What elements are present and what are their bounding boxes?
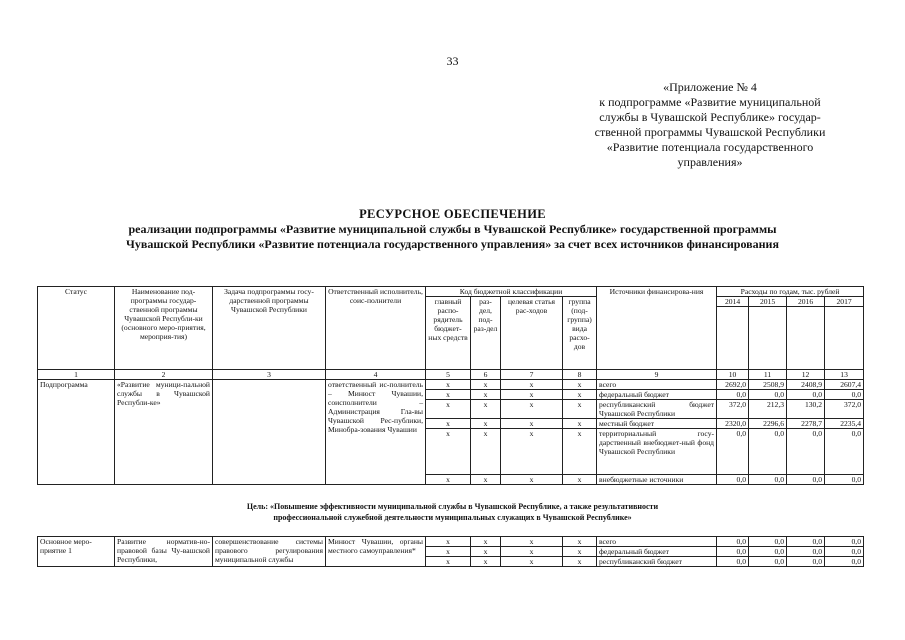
code-cell: x <box>426 475 471 485</box>
col-number: 11 <box>749 370 787 380</box>
col-number: 2 <box>115 370 213 380</box>
value-cell: 212,3 <box>749 400 787 419</box>
value-cell: 0,0 <box>717 537 749 547</box>
value-cell: 0,0 <box>787 557 825 567</box>
column-numbers-row <box>38 370 864 380</box>
source-cell: республиканский бюджет Чувашской Республики <box>597 400 717 419</box>
event-table <box>37 536 864 567</box>
value-cell: 0,0 <box>787 537 825 547</box>
col-number: 10 <box>717 370 749 380</box>
document-title: РЕСУРСНОЕ ОБЕСПЕЧЕНИЕ <box>359 207 546 221</box>
code-cell: x <box>563 429 597 475</box>
source-cell: федеральный бюджет <box>597 390 717 400</box>
header-year: 2015 <box>749 297 787 307</box>
row-name: Развитие норматив-но-правовой базы Чу-вашской Республики, <box>115 537 213 567</box>
goal-line: профессиональной служебной деятельности муниципальных служащих в Чувашской Республике» <box>273 513 632 522</box>
code-cell: x <box>471 419 501 429</box>
subtitle-line: Чувашской Республики «Развитие потенциала государственного управления» за счет всех источников финансирования <box>126 237 779 251</box>
col-number: 5 <box>426 370 471 380</box>
appendix-line: управления» <box>677 155 743 169</box>
value-cell: 2278,7 <box>787 419 825 429</box>
row-status: Подпрограмма <box>38 380 115 485</box>
col-number: 4 <box>326 370 426 380</box>
value-cell: 0,0 <box>825 547 864 557</box>
value-cell: 0,0 <box>749 390 787 400</box>
row-executor: ответственный ис-полнитель – Минюст Чувашии, соисполнители – Администрация Гла-вы Чувашской Рес-публики, Минобра-зования Чувашии <box>326 380 426 485</box>
source-cell: всего <box>597 380 717 390</box>
value-cell: 2692,0 <box>717 380 749 390</box>
code-cell: x <box>563 557 597 567</box>
col-number: 13 <box>825 370 864 380</box>
source-cell: федеральный бюджет <box>597 547 717 557</box>
value-cell: 0,0 <box>825 390 864 400</box>
value-cell: 0,0 <box>825 475 864 485</box>
col-number: 12 <box>787 370 825 380</box>
header-status: Статус <box>38 287 115 370</box>
code-cell: x <box>563 419 597 429</box>
appendix-line: ственной программы Чувашской Республики <box>594 125 826 139</box>
row-task: совершенствование системы правового регулирования муниципальной службы <box>213 537 326 567</box>
source-cell: местный бюджет <box>597 419 717 429</box>
value-cell: 2235,4 <box>825 419 864 429</box>
value-cell: 0,0 <box>825 537 864 547</box>
header-budget-code: Код бюджетной классификации <box>426 287 597 297</box>
code-cell: x <box>501 380 563 390</box>
source-cell: всего <box>597 537 717 547</box>
code-cell: x <box>471 400 501 419</box>
value-cell: 0,0 <box>787 475 825 485</box>
row-name: «Развитие муници-пальной службы в Чувашской Республи-ке» <box>115 380 213 485</box>
code-cell: x <box>563 475 597 485</box>
source-cell: территориальный госу-дарственный внебюджет-ный фонд Чувашской Республики <box>597 429 717 475</box>
value-cell: 0,0 <box>787 429 825 475</box>
appendix-line: службы в Чувашской Республике» государ- <box>599 110 821 124</box>
code-cell: x <box>471 537 501 547</box>
code-cell: x <box>501 429 563 475</box>
value-cell: 2296,6 <box>749 419 787 429</box>
code-cell: x <box>426 390 471 400</box>
header-target: целевая статья рас-ходов <box>501 297 563 370</box>
code-cell: x <box>501 475 563 485</box>
code-cell: x <box>501 400 563 419</box>
code-cell: x <box>563 537 597 547</box>
code-cell: x <box>501 390 563 400</box>
value-cell: 0,0 <box>787 547 825 557</box>
appendix-note <box>560 80 860 170</box>
code-cell: x <box>563 547 597 557</box>
goal-statement <box>60 501 845 523</box>
header-year: 2017 <box>825 297 864 307</box>
header-name: Наименование под-программы государ-ственной программы Чувашской Республи-ки (основного меро-приятия, мероприя-тия) <box>115 287 213 370</box>
value-cell: 0,0 <box>749 429 787 475</box>
col-number: 6 <box>471 370 501 380</box>
page-number: 33 <box>446 54 459 68</box>
code-cell: x <box>501 537 563 547</box>
value-cell: 0,0 <box>749 475 787 485</box>
code-cell: x <box>563 380 597 390</box>
header-group: группа (под-группа) вида расхо-дов <box>563 297 597 370</box>
appendix-line: «Развитие потенциала государственного <box>606 140 814 154</box>
value-cell: 2508,9 <box>749 380 787 390</box>
code-cell: x <box>501 547 563 557</box>
appendix-line: к подпрограмме «Развитие муниципальной <box>599 95 821 109</box>
source-cell: республиканский бюджет <box>597 557 717 567</box>
code-cell: x <box>471 380 501 390</box>
header-expenses: Расходы по годам, тыс. рублей <box>717 287 864 297</box>
code-cell: x <box>426 419 471 429</box>
value-cell: 0,0 <box>749 547 787 557</box>
row-executor: Минюст Чувашии, органы местного самоуправления* <box>326 537 426 567</box>
value-cell: 0,0 <box>717 475 749 485</box>
code-cell: x <box>426 429 471 475</box>
code-cell: x <box>563 390 597 400</box>
row-status: Основное меро-приятие 1 <box>38 537 115 567</box>
value-cell: 0,0 <box>825 557 864 567</box>
header-section: раз-дел, под-раз-дел <box>471 297 501 370</box>
col-number: 9 <box>597 370 717 380</box>
value-cell: 372,0 <box>717 400 749 419</box>
value-cell: 2408,9 <box>787 380 825 390</box>
row-task <box>213 380 326 485</box>
header-executor: Ответственный исполнитель, соис-полнители <box>326 287 426 370</box>
header-sources: Источники финансирова-ния <box>597 287 717 370</box>
value-cell: 2607,4 <box>825 380 864 390</box>
resource-table <box>37 286 864 485</box>
code-cell: x <box>426 380 471 390</box>
header-year: 2014 <box>717 297 749 307</box>
goal-line: Цель: «Повышение эффективности муниципальной службы в Чувашской Республике, а также результативности <box>246 502 659 511</box>
code-cell: x <box>563 400 597 419</box>
code-cell: x <box>426 557 471 567</box>
document-subtitle <box>40 222 865 252</box>
header-task: Задача подпрограммы госу-дарственной программы Чувашской Республики <box>213 287 326 370</box>
value-cell: 0,0 <box>717 557 749 567</box>
col-number: 8 <box>563 370 597 380</box>
value-cell: 0,0 <box>717 429 749 475</box>
header-main-manager: главный распо-рядитель бюджет-ных средств <box>426 297 471 370</box>
value-cell: 0,0 <box>825 429 864 475</box>
source-cell: внебюджетные источники <box>597 475 717 485</box>
value-cell: 2320,0 <box>717 419 749 429</box>
code-cell: x <box>471 547 501 557</box>
table-row <box>38 537 864 547</box>
value-cell: 0,0 <box>717 390 749 400</box>
code-cell: x <box>471 475 501 485</box>
subtitle-line: реализации подпрограммы «Развитие муниципальной службы в Чувашской Республике» государственной программы <box>128 222 777 236</box>
value-cell: 130,2 <box>787 400 825 419</box>
appendix-line: «Приложение № 4 <box>663 80 757 94</box>
code-cell: x <box>501 419 563 429</box>
code-cell: x <box>501 557 563 567</box>
value-cell: 0,0 <box>717 547 749 557</box>
value-cell: 0,0 <box>787 390 825 400</box>
value-cell: 0,0 <box>749 537 787 547</box>
code-cell: x <box>426 537 471 547</box>
col-number: 7 <box>501 370 563 380</box>
col-number: 3 <box>213 370 326 380</box>
value-cell: 0,0 <box>749 557 787 567</box>
header-year: 2016 <box>787 297 825 307</box>
code-cell: x <box>471 429 501 475</box>
code-cell: x <box>426 400 471 419</box>
table-row <box>38 380 864 390</box>
code-cell: x <box>471 557 501 567</box>
value-cell: 372,0 <box>825 400 864 419</box>
col-number: 1 <box>38 370 115 380</box>
code-cell: x <box>426 547 471 557</box>
code-cell: x <box>471 390 501 400</box>
